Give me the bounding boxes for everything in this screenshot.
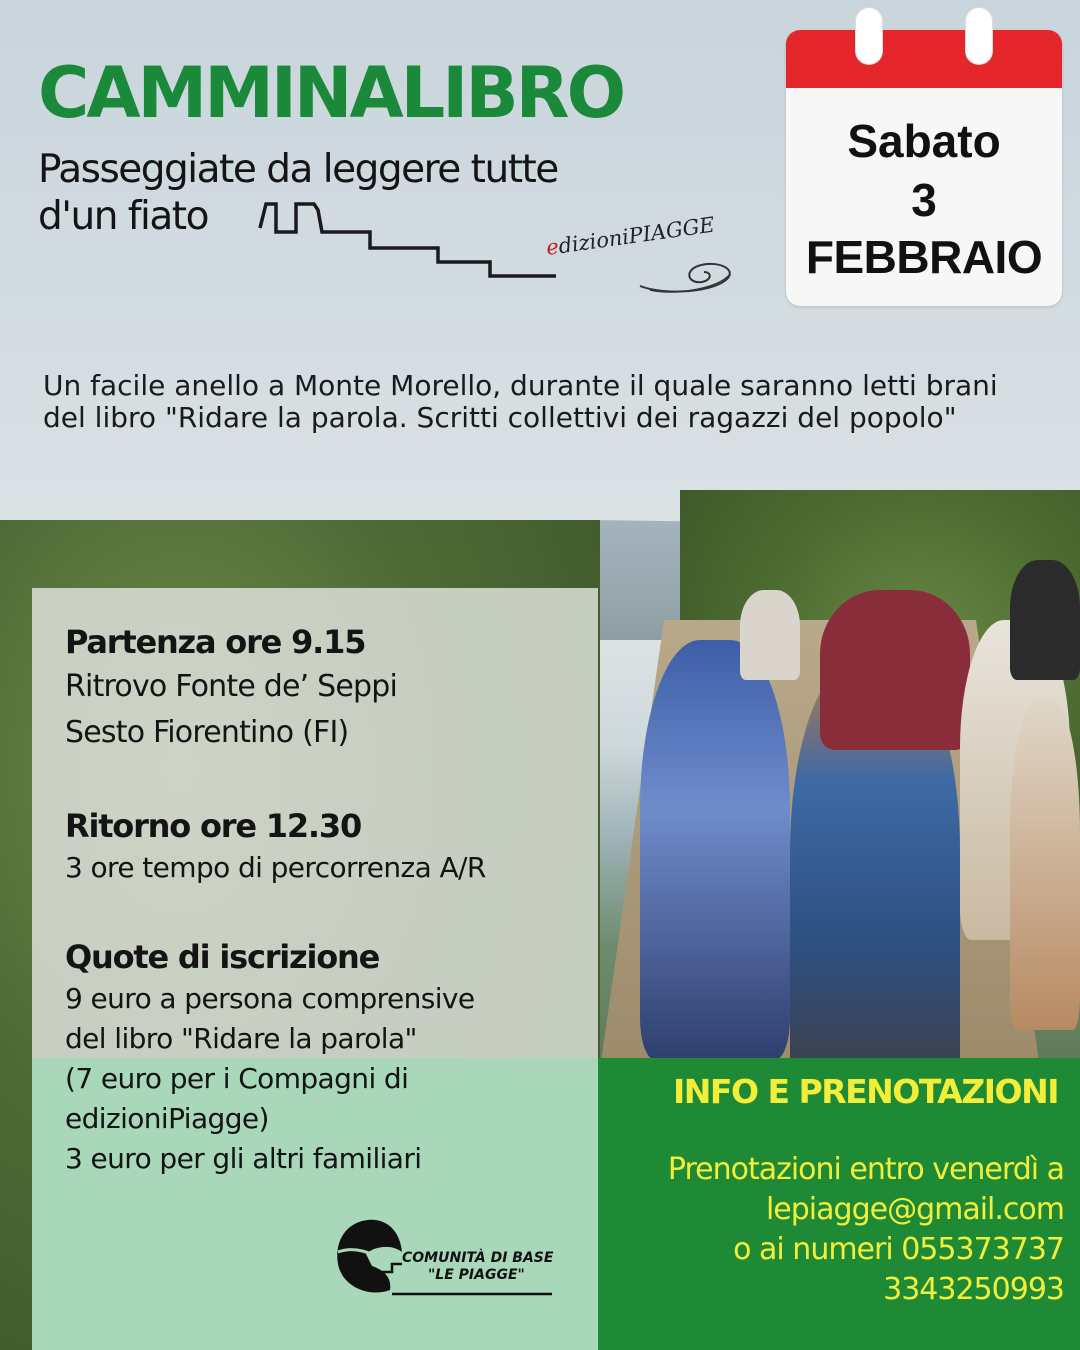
spiral-logo-icon xyxy=(636,256,736,296)
publisher-logo-text: edizioniPIAGGE xyxy=(544,212,717,260)
info-line: Prenotazioni entro venerdì a xyxy=(667,1152,1064,1187)
community-logo-text: COMUNITÀ DI BASE "LE PIAGGE" xyxy=(402,1250,554,1283)
walker-figure xyxy=(640,640,790,1060)
calendar-date: 3 xyxy=(911,174,937,226)
departure-line: Sesto Fiorentino (FI) xyxy=(65,715,349,750)
fees-line: del libro "Ridare la parola" xyxy=(65,1022,417,1055)
calendar-month: FEBBRAIO xyxy=(805,231,1043,283)
calendar-day: Sabato xyxy=(847,115,1001,167)
walker-figure xyxy=(820,590,970,750)
fees-line: edizioniPiagge) xyxy=(65,1102,269,1135)
subtitle-line: d'un fiato xyxy=(38,194,208,239)
departure-line: Ritrovo Fonte de’ Seppi xyxy=(65,669,398,704)
calendar-ring-icon xyxy=(856,8,882,64)
departure-section xyxy=(65,620,397,756)
return-heading: Ritorno ore 12.30 xyxy=(65,807,362,845)
walker-figure xyxy=(740,590,800,680)
fees-heading: Quote di iscrizione xyxy=(65,938,380,976)
event-description: Un facile anello a Monte Morello, durante il quale saranno letti brani del libro "Ridare la parola. Scritti collettivi dei ragazzi del popolo" xyxy=(43,369,998,434)
walker-figure xyxy=(1010,700,1080,1030)
stairs-logo-icon xyxy=(258,190,558,290)
fees-line: 9 euro a persona comprensive xyxy=(65,982,475,1015)
calendar-header xyxy=(786,30,1062,88)
info-email: lepiagge@gmail.com xyxy=(765,1192,1064,1227)
info-phone: 3343250993 xyxy=(883,1272,1064,1307)
event-title: CAMMINALIBRO xyxy=(38,52,624,134)
subtitle-line: Passeggiate da leggere tutte xyxy=(38,147,558,192)
return-section xyxy=(65,804,486,888)
fees-section xyxy=(65,935,475,1179)
return-line: 3 ore tempo di percorrenza A/R xyxy=(65,851,486,884)
fees-line: 3 euro per gli altri familiari xyxy=(65,1142,422,1175)
departure-heading: Partenza ore 9.15 xyxy=(65,623,366,661)
date-calendar xyxy=(786,30,1062,306)
calendar-ring-icon xyxy=(966,8,992,64)
walker-figure xyxy=(1010,560,1080,680)
info-heading: INFO E PRENOTAZIONI xyxy=(673,1072,1058,1111)
fees-line: (7 euro per i Compagni di xyxy=(65,1062,409,1095)
info-contacts xyxy=(598,1150,1064,1310)
info-phone: o ai numeri 055373737 xyxy=(733,1232,1064,1267)
